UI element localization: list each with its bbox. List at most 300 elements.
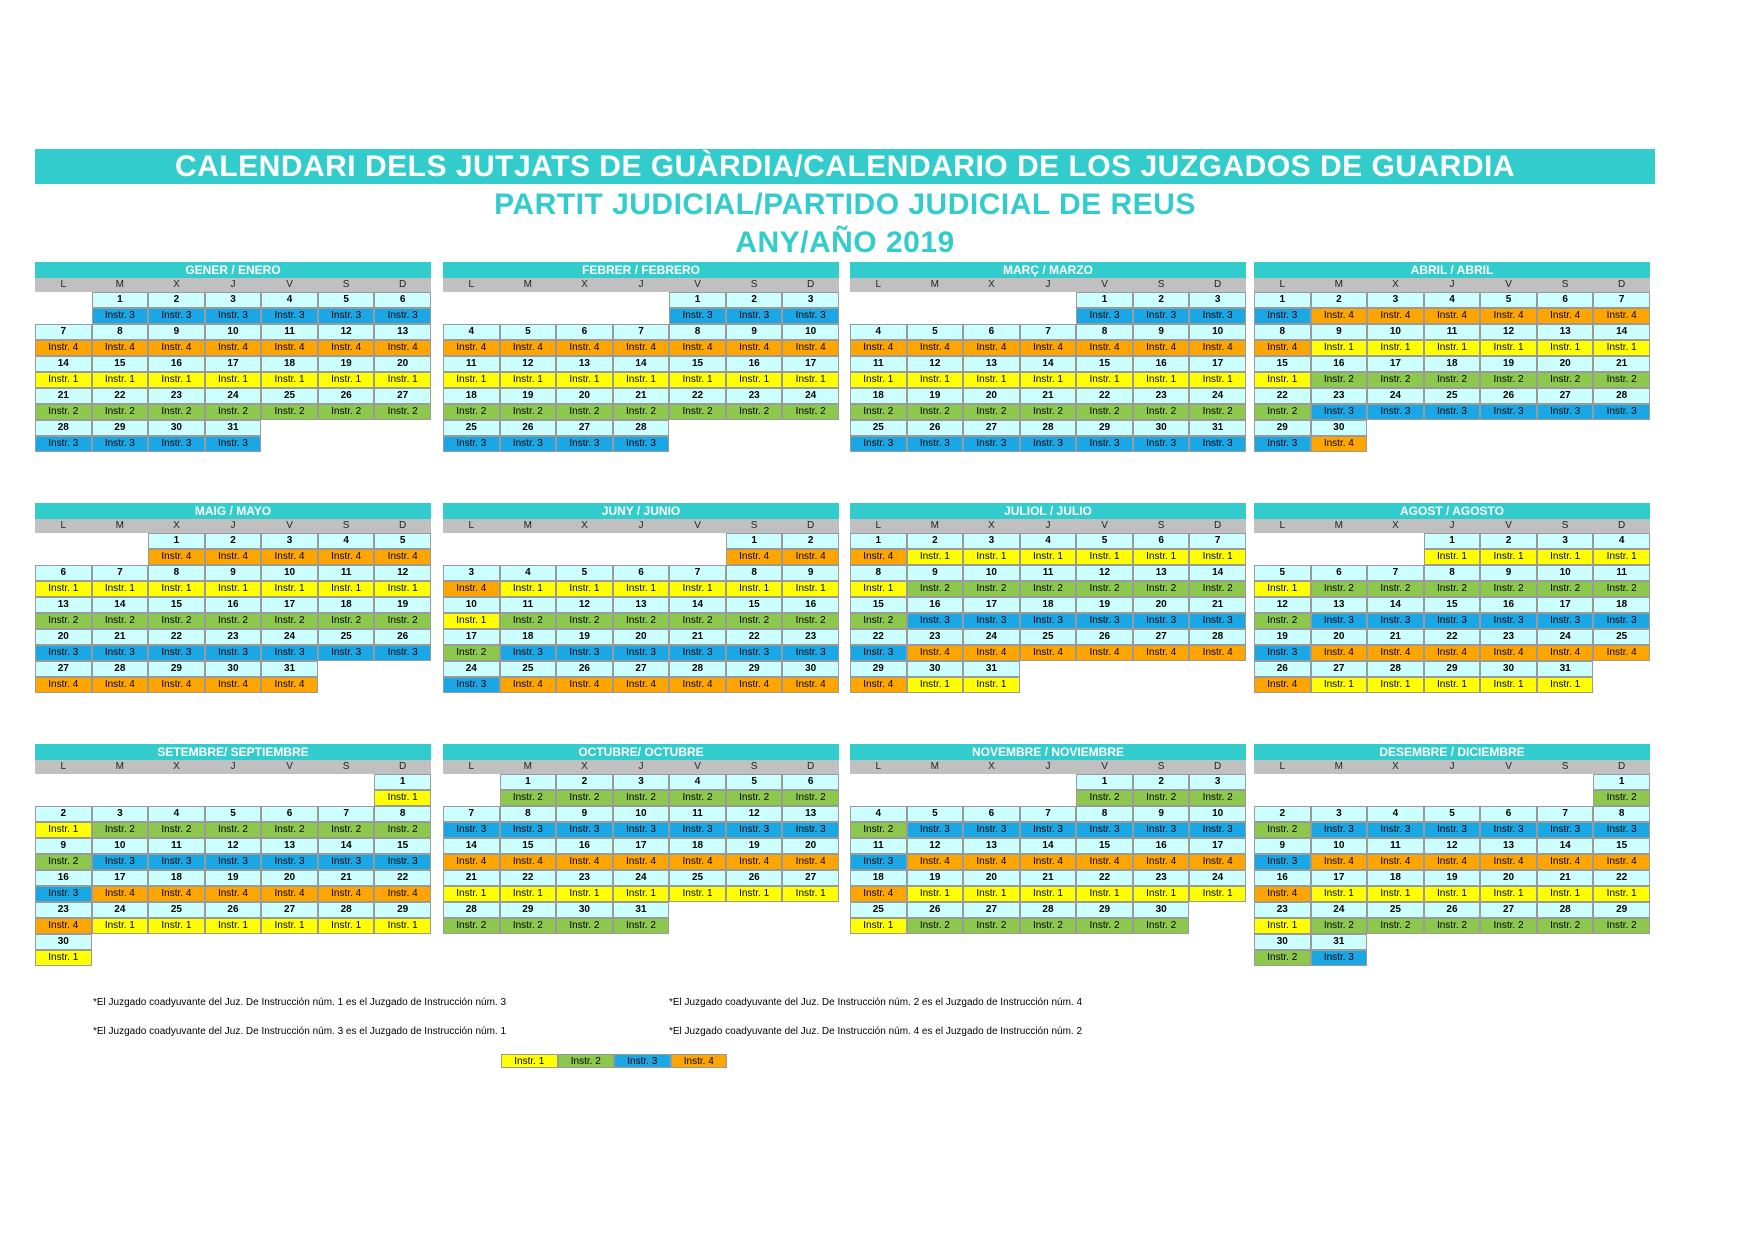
day-number: 12: [1254, 597, 1311, 613]
duty-court: Instr. 1: [613, 372, 670, 388]
duty-court: Instr. 2: [92, 613, 149, 629]
day-number: 28: [1189, 629, 1246, 645]
day-number: 7: [669, 565, 726, 581]
day-number: 21: [669, 629, 726, 645]
day-number: 1: [1076, 292, 1133, 308]
duty-court: Instr. 3: [92, 308, 149, 324]
duty-court: Instr. 2: [1424, 918, 1481, 934]
weekday-header: [1254, 760, 1650, 774]
weekday-label: D: [399, 520, 407, 531]
day-number: 24: [443, 661, 500, 677]
day-number: 25: [1424, 388, 1481, 404]
day-number: 9: [1133, 806, 1190, 822]
day-number: 7: [1020, 806, 1077, 822]
duty-court: Instr. 1: [963, 549, 1020, 565]
month-1: [35, 262, 431, 487]
duty-court: Instr. 4: [782, 549, 839, 565]
day-number: 15: [1076, 838, 1133, 854]
duty-court: Instr. 2: [92, 822, 149, 838]
weekday-label: S: [750, 520, 758, 531]
day-number: 4: [850, 806, 907, 822]
day-number: 15: [726, 597, 783, 613]
day-number: 6: [1480, 806, 1537, 822]
duty-court: Instr. 1: [205, 581, 262, 597]
day-number: 24: [1189, 870, 1246, 886]
duty-court: Instr. 2: [443, 404, 500, 420]
duty-court: Instr. 2: [148, 613, 205, 629]
day-number: 10: [782, 324, 839, 340]
duty-court: Instr. 2: [1593, 918, 1650, 934]
duty-court: Instr. 3: [35, 645, 92, 661]
duty-court: Instr. 3: [1593, 822, 1650, 838]
duty-court: Instr. 3: [148, 645, 205, 661]
duty-court: Instr. 4: [850, 886, 907, 902]
duty-court: Instr. 2: [726, 790, 783, 806]
weekday-label: S: [1561, 761, 1569, 772]
day-number: 9: [726, 324, 783, 340]
duty-court: Instr. 4: [1020, 340, 1077, 356]
duty-court: Instr. 4: [205, 677, 262, 693]
day-number: 8: [148, 565, 205, 581]
duty-court: Instr. 3: [1593, 613, 1650, 629]
month-grid: [850, 292, 1246, 487]
weekday-label: L: [875, 761, 882, 772]
duty-court: Instr. 3: [1020, 436, 1077, 452]
day-number: 14: [35, 356, 92, 372]
weekday-label: L: [1279, 520, 1286, 531]
duty-court: Instr. 1: [374, 918, 431, 934]
weekday-label: L: [1279, 761, 1286, 772]
day-number: 28: [35, 420, 92, 436]
duty-court: Instr. 2: [1189, 790, 1246, 806]
day-number: 15: [850, 597, 907, 613]
duty-court: Instr. 4: [92, 886, 149, 902]
day-number: 29: [1076, 902, 1133, 918]
duty-court: Instr. 4: [205, 340, 262, 356]
day-number: 16: [1254, 870, 1311, 886]
duty-court: Instr. 1: [1133, 886, 1190, 902]
day-number: 31: [963, 661, 1020, 677]
duty-court: Instr. 3: [500, 822, 557, 838]
duty-court: Instr. 3: [907, 822, 964, 838]
duty-court: Instr. 3: [318, 854, 375, 870]
day-number: 30: [205, 661, 262, 677]
weekday-label: J: [230, 279, 236, 290]
weekday-label: L: [60, 761, 67, 772]
day-number: 18: [850, 388, 907, 404]
day-number: 30: [556, 902, 613, 918]
duty-court: Instr. 1: [1367, 886, 1424, 902]
duty-court: Instr. 3: [1254, 645, 1311, 661]
day-number: 4: [443, 324, 500, 340]
duty-court: Instr. 1: [907, 372, 964, 388]
day-number: 11: [850, 838, 907, 854]
day-number: 29: [1254, 420, 1311, 436]
day-number: 30: [782, 661, 839, 677]
day-number: 18: [1367, 870, 1424, 886]
day-number: 17: [613, 838, 670, 854]
duty-court: Instr. 2: [1311, 581, 1368, 597]
duty-court: Instr. 2: [1133, 581, 1190, 597]
day-number: 20: [374, 356, 431, 372]
duty-court: Instr. 4: [374, 549, 431, 565]
month-grid: [443, 533, 839, 728]
duty-court: Instr. 4: [963, 645, 1020, 661]
duty-court: Instr. 4: [907, 645, 964, 661]
duty-court: Instr. 2: [1076, 581, 1133, 597]
duty-court: Instr. 2: [1076, 404, 1133, 420]
day-number: 30: [1133, 420, 1190, 436]
weekday-label: S: [1157, 279, 1165, 290]
weekday-label: S: [342, 761, 350, 772]
day-number: 8: [1593, 806, 1650, 822]
weekday-label: S: [750, 761, 758, 772]
month-grid: [35, 774, 431, 969]
day-number: 17: [92, 870, 149, 886]
day-number: 8: [1424, 565, 1481, 581]
day-number: 30: [1133, 902, 1190, 918]
duty-court: Instr. 3: [1367, 822, 1424, 838]
day-number: 6: [782, 774, 839, 790]
day-number: 16: [148, 356, 205, 372]
day-number: 19: [1480, 356, 1537, 372]
day-number: 5: [726, 774, 783, 790]
weekday-label: M: [115, 761, 125, 772]
day-number: 24: [1189, 388, 1246, 404]
duty-court: Instr. 3: [1480, 404, 1537, 420]
duty-court: Instr. 3: [850, 854, 907, 870]
duty-court: Instr. 1: [1311, 886, 1368, 902]
duty-court: Instr. 4: [261, 886, 318, 902]
weekday-label: J: [230, 520, 236, 531]
duty-court: Instr. 4: [1076, 645, 1133, 661]
day-number: 24: [1367, 388, 1424, 404]
duty-court: Instr. 4: [318, 340, 375, 356]
day-number: 11: [318, 565, 375, 581]
weekday-header: [35, 519, 431, 533]
day-number: 15: [1424, 597, 1481, 613]
duty-court: Instr. 4: [261, 677, 318, 693]
duty-court: Instr. 2: [1254, 950, 1311, 966]
duty-court: Instr. 2: [1311, 372, 1368, 388]
day-number: 30: [1254, 934, 1311, 950]
day-number: 24: [1537, 629, 1594, 645]
day-number: 24: [963, 629, 1020, 645]
duty-court: Instr. 4: [1311, 645, 1368, 661]
day-number: 22: [1593, 870, 1650, 886]
day-number: 20: [963, 870, 1020, 886]
duty-court: Instr. 3: [1189, 613, 1246, 629]
duty-court: Instr. 3: [1254, 436, 1311, 452]
duty-court: Instr. 4: [1311, 854, 1368, 870]
duty-court: Instr. 1: [1133, 549, 1190, 565]
duty-court: Instr. 4: [1076, 340, 1133, 356]
duty-court: Instr. 3: [1311, 950, 1368, 966]
duty-court: Instr. 4: [1367, 308, 1424, 324]
day-number: 2: [205, 533, 262, 549]
weekday-label: V: [694, 279, 701, 290]
day-number: 11: [500, 597, 557, 613]
day-number: 9: [1311, 324, 1368, 340]
legend-instr-2: Instr. 2: [558, 1054, 615, 1068]
day-number: 14: [318, 838, 375, 854]
day-number: 8: [669, 324, 726, 340]
duty-court: Instr. 3: [1311, 404, 1368, 420]
day-number: 15: [1254, 356, 1311, 372]
weekday-label: S: [750, 279, 758, 290]
day-number: 23: [205, 629, 262, 645]
day-number: 9: [205, 565, 262, 581]
day-number: 24: [782, 388, 839, 404]
duty-court: Instr. 1: [669, 886, 726, 902]
day-number: 20: [1133, 597, 1190, 613]
month-title: JUNY / JUNIO: [443, 503, 839, 519]
day-number: 18: [850, 870, 907, 886]
day-number: 8: [1254, 324, 1311, 340]
duty-court: Instr. 2: [782, 790, 839, 806]
duty-court: Instr. 3: [1020, 613, 1077, 629]
weekday-label: S: [1561, 520, 1569, 531]
month-10: [443, 744, 839, 969]
weekday-label: V: [1505, 279, 1512, 290]
duty-court: Instr. 1: [1424, 886, 1481, 902]
duty-court: Instr. 3: [1311, 822, 1368, 838]
day-number: 17: [261, 597, 318, 613]
duty-court: Instr. 1: [1480, 549, 1537, 565]
duty-court: Instr. 3: [907, 436, 964, 452]
day-number: 30: [1480, 661, 1537, 677]
duty-court: Instr. 1: [782, 886, 839, 902]
day-number: 1: [1593, 774, 1650, 790]
duty-court: Instr. 1: [1367, 340, 1424, 356]
month-title: GENER / ENERO: [35, 262, 431, 278]
month-8: [1254, 503, 1650, 728]
duty-court: Instr. 2: [148, 822, 205, 838]
day-number: 2: [782, 533, 839, 549]
duty-court: Instr. 1: [500, 372, 557, 388]
weekday-label: X: [1392, 279, 1399, 290]
day-number: 1: [1254, 292, 1311, 308]
duty-court: Instr. 2: [1020, 581, 1077, 597]
day-number: 21: [1020, 870, 1077, 886]
day-number: 24: [92, 902, 149, 918]
duty-court: Instr. 2: [613, 918, 670, 934]
duty-court: Instr. 4: [35, 918, 92, 934]
month-4: [1254, 262, 1650, 487]
day-number: 26: [907, 420, 964, 436]
day-number: 11: [443, 356, 500, 372]
duty-court: Instr. 2: [1020, 918, 1077, 934]
day-number: 26: [1480, 388, 1537, 404]
duty-court: Instr. 3: [726, 308, 783, 324]
duty-court: Instr. 3: [1480, 822, 1537, 838]
duty-court: Instr. 1: [1076, 886, 1133, 902]
day-number: 2: [1133, 292, 1190, 308]
duty-court: Instr. 2: [556, 613, 613, 629]
day-number: 5: [205, 806, 262, 822]
day-number: 14: [1367, 597, 1424, 613]
duty-court: Instr. 3: [92, 854, 149, 870]
duty-court: Instr. 4: [1254, 677, 1311, 693]
duty-court: Instr. 1: [443, 886, 500, 902]
day-number: 9: [148, 324, 205, 340]
day-number: 17: [1367, 356, 1424, 372]
month-title: JULIOL / JULIO: [850, 503, 1246, 519]
day-number: 29: [1424, 661, 1481, 677]
weekday-label: V: [1505, 520, 1512, 531]
duty-court: Instr. 2: [1593, 372, 1650, 388]
day-number: 9: [1133, 324, 1190, 340]
day-number: 31: [613, 902, 670, 918]
duty-court: Instr. 1: [1076, 549, 1133, 565]
duty-court: Instr. 1: [1593, 340, 1650, 356]
duty-court: Instr. 2: [261, 822, 318, 838]
duty-court: Instr. 4: [500, 854, 557, 870]
month-grid: [850, 774, 1246, 969]
duty-court: Instr. 2: [1020, 404, 1077, 420]
duty-court: Instr. 2: [500, 918, 557, 934]
day-number: 9: [1480, 565, 1537, 581]
duty-court: Instr. 4: [907, 340, 964, 356]
day-number: 26: [500, 420, 557, 436]
day-number: 5: [374, 533, 431, 549]
day-number: 19: [374, 597, 431, 613]
day-number: 7: [92, 565, 149, 581]
weekday-label: V: [1505, 761, 1512, 772]
weekday-label: D: [807, 279, 815, 290]
day-number: 9: [1254, 838, 1311, 854]
day-number: 16: [1133, 838, 1190, 854]
day-number: 6: [374, 292, 431, 308]
day-number: 25: [500, 661, 557, 677]
duty-court: Instr. 2: [261, 613, 318, 629]
day-number: 5: [1480, 292, 1537, 308]
month-title: NOVEMBRE / NOVIEMBRE: [850, 744, 1246, 760]
day-number: 23: [1480, 629, 1537, 645]
day-number: 13: [374, 324, 431, 340]
day-number: 21: [1020, 388, 1077, 404]
day-number: 19: [205, 870, 262, 886]
day-number: 27: [613, 661, 670, 677]
duty-court: Instr. 3: [963, 436, 1020, 452]
duty-court: Instr. 3: [148, 854, 205, 870]
weekday-label: J: [1449, 279, 1455, 290]
day-number: 25: [669, 870, 726, 886]
duty-court: Instr. 4: [374, 886, 431, 902]
duty-court: Instr. 4: [318, 886, 375, 902]
duty-court: Instr. 2: [1537, 918, 1594, 934]
duty-court: Instr. 4: [556, 677, 613, 693]
duty-court: Instr. 1: [35, 822, 92, 838]
month-7: [850, 503, 1246, 728]
day-number: 27: [374, 388, 431, 404]
duty-court: Instr. 4: [1537, 854, 1594, 870]
weekday-label: J: [1449, 520, 1455, 531]
duty-court: Instr. 4: [963, 340, 1020, 356]
day-number: 26: [205, 902, 262, 918]
duty-court: Instr. 4: [1593, 308, 1650, 324]
day-number: 10: [443, 597, 500, 613]
duty-court: Instr. 4: [1254, 886, 1311, 902]
duty-court: Instr. 4: [669, 854, 726, 870]
duty-court: Instr. 3: [92, 436, 149, 452]
duty-court: Instr. 2: [556, 404, 613, 420]
day-number: 25: [850, 420, 907, 436]
day-number: 25: [1593, 629, 1650, 645]
month-6: [443, 503, 839, 728]
duty-court: Instr. 4: [1593, 854, 1650, 870]
month-title: MARÇ / MARZO: [850, 262, 1246, 278]
day-number: 15: [92, 356, 149, 372]
duty-court: Instr. 2: [1480, 918, 1537, 934]
duty-court: Instr. 4: [1076, 854, 1133, 870]
day-number: 21: [318, 870, 375, 886]
day-number: 17: [443, 629, 500, 645]
day-number: 13: [1133, 565, 1190, 581]
duty-court: Instr. 1: [148, 372, 205, 388]
weekday-label: X: [581, 761, 588, 772]
weekday-label: L: [468, 520, 475, 531]
duty-court: Instr. 4: [850, 549, 907, 565]
weekday-label: D: [807, 761, 815, 772]
duty-court: Instr. 2: [1367, 918, 1424, 934]
duty-court: Instr. 1: [850, 372, 907, 388]
day-number: 24: [205, 388, 262, 404]
duty-court: Instr. 4: [782, 854, 839, 870]
duty-court: Instr. 2: [613, 613, 670, 629]
day-number: 13: [963, 838, 1020, 854]
duty-court: Instr. 3: [1189, 436, 1246, 452]
duty-court: Instr. 4: [1593, 645, 1650, 661]
day-number: 19: [318, 356, 375, 372]
duty-court: Instr. 2: [963, 918, 1020, 934]
day-number: 14: [1537, 838, 1594, 854]
day-number: 18: [669, 838, 726, 854]
duty-court: Instr. 2: [1311, 918, 1368, 934]
duty-court: Instr. 1: [318, 372, 375, 388]
day-number: 3: [92, 806, 149, 822]
day-number: 16: [907, 597, 964, 613]
duty-court: Instr. 2: [782, 404, 839, 420]
day-number: 27: [1311, 661, 1368, 677]
weekday-header: [850, 519, 1246, 533]
day-number: 4: [500, 565, 557, 581]
duty-court: Instr. 2: [318, 613, 375, 629]
duty-court: Instr. 1: [907, 677, 964, 693]
day-number: 22: [1076, 388, 1133, 404]
duty-court: Instr. 2: [782, 613, 839, 629]
weekday-label: L: [60, 279, 67, 290]
weekday-label: M: [1334, 279, 1344, 290]
weekday-header: [850, 760, 1246, 774]
duty-court: Instr. 4: [1424, 645, 1481, 661]
month-12: [1254, 744, 1650, 969]
duty-court: Instr. 1: [1133, 372, 1190, 388]
day-number: 19: [1424, 870, 1481, 886]
day-number: 29: [148, 661, 205, 677]
day-number: 20: [261, 870, 318, 886]
day-number: 15: [1593, 838, 1650, 854]
day-number: 5: [907, 806, 964, 822]
duty-court: Instr. 1: [443, 372, 500, 388]
duty-court: Instr. 3: [1424, 404, 1481, 420]
day-number: 14: [669, 597, 726, 613]
day-number: 20: [35, 629, 92, 645]
day-number: 22: [1076, 870, 1133, 886]
weekday-header: [443, 760, 839, 774]
duty-court: Instr. 3: [261, 645, 318, 661]
day-number: 28: [1020, 902, 1077, 918]
